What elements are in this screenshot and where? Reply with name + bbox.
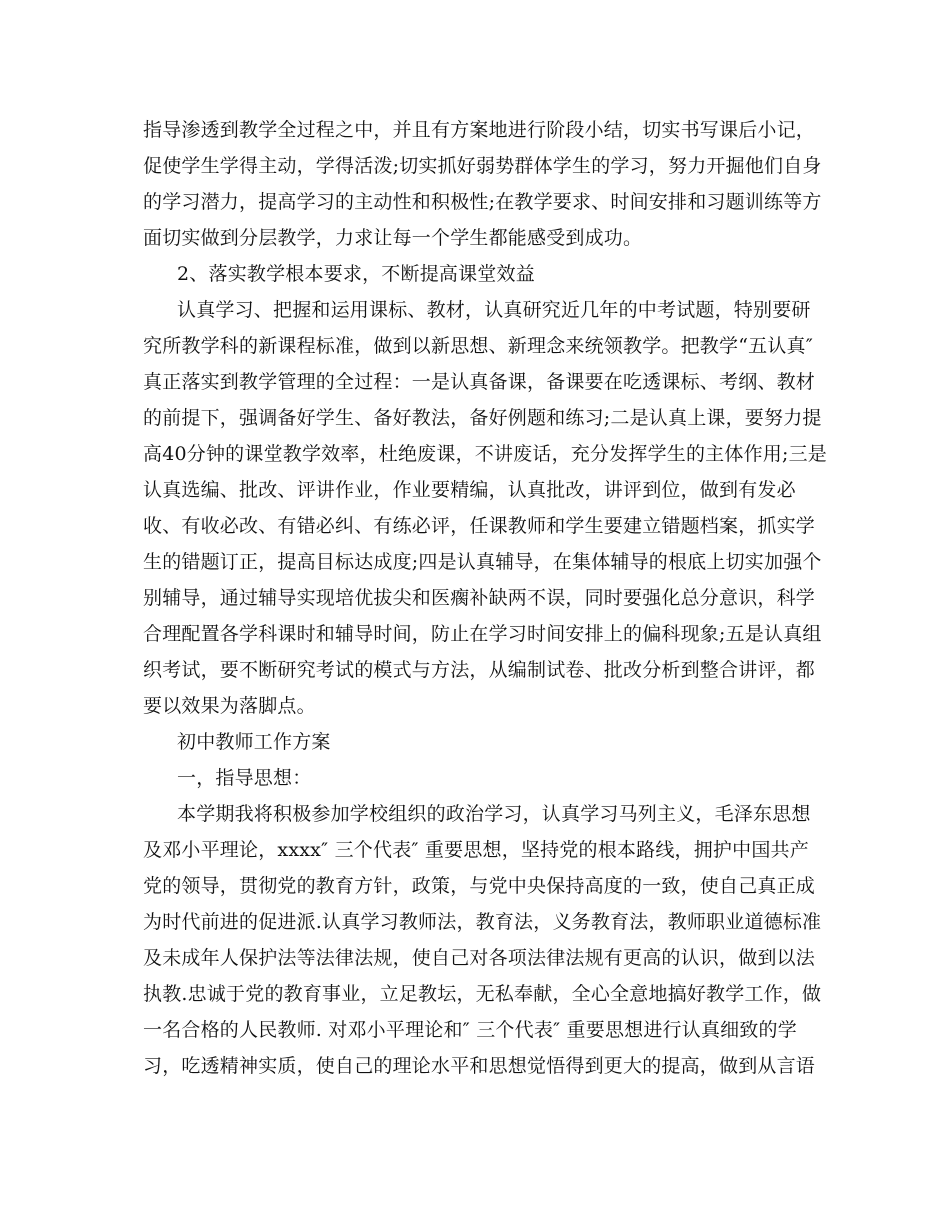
text-line: 及邓小平理论，xxxx″ 三个代表″ 重要思想，坚持党的根本路线，拥护中国共产 xyxy=(143,839,809,861)
text-line: 别辅导，通过辅导实现培优拔尖和医瘸补缺两不误，同时要强化总分意识，科学 xyxy=(143,587,816,609)
text-line: 织考试，要不断研究考试的模式与方法，从编制试卷、批改分析到整合讲评，都 xyxy=(143,659,816,681)
text-line: 生的错题订正，提高目标达成度;四是认真辅导，在集体辅导的根底上切实加强个 xyxy=(143,551,822,573)
text-line: 要以效果为落脚点。 xyxy=(143,695,316,717)
text-line: 本学期我将积极参加学校组织的政治学习，认真学习马列主义，毛泽东思想 xyxy=(177,803,811,825)
section-heading: 一，指导思想： xyxy=(177,767,312,789)
text-line: 执教.忠诚于党的教育事业，立足教坛，无私奉献，全心全意地搞好教学工作，做 xyxy=(143,983,822,1005)
section-heading: 2、落实教学根本要求，不断提高课堂效益 xyxy=(177,263,535,285)
text-line: 高40分钟的课堂教学效率，杜绝废课，不讲废话，充分发挥学生的主体作用;三是 xyxy=(143,443,827,465)
text-line: 认真学习、把握和运用课标、教材，认真研究近几年的中考试题，特别要研 xyxy=(177,299,811,321)
text-line: 及未成年人保护法等法律法规，使自己对各项法律法规有更高的认识，做到以法 xyxy=(143,947,816,969)
text-line: 的学习潜力，提高学习的主动性和积极性;在教学要求、时间安排和习题训练等方 xyxy=(143,191,822,213)
text-line: 指导渗透到教学全过程之中，并且有方案地进行阶段小结，切实书写课后小记， xyxy=(143,119,816,141)
text-line: 面切实做到分层教学，力求让每一个学生都能感受到成功。 xyxy=(143,227,643,249)
document-title: 初中教师工作方案 xyxy=(177,731,331,753)
text-line: 究所教学科的新课程标准，做到以新思想、新理念来统领教学。把教学“五认真″ xyxy=(143,335,814,357)
text-line: 收、有收必改、有错必纠、有练必评，任课教师和学生要建立错题档案，抓实学 xyxy=(143,515,816,537)
text-line: 的前提下，强调备好学生、备好教法，备好例题和练习;二是认真上课，要努力提 xyxy=(143,407,822,429)
text-line: 合理配置各学科课时和辅导时间，防止在学习时间安排上的偏科现象;五是认真组 xyxy=(143,623,822,645)
text-line: 认真选编、批改、评讲作业，作业要精编，认真批改，讲评到位，做到有发必 xyxy=(143,479,796,501)
text-line: 一名合格的人民教师. 对邓小平理论和″ 三个代表″ 重要思想进行认真细致的学 xyxy=(143,1019,797,1041)
text-line: 习，吃透精神实质，使自己的理论水平和思想觉悟得到更大的提高，做到从言语 xyxy=(143,1055,816,1077)
text-line: 党的领导，贯彻党的教育方针，政策，与党中央保持高度的一致，使自己真正成 xyxy=(143,875,816,897)
text-line: 为时代前进的促进派.认真学习教师法，教育法，义务教育法，教师职业道德标准 xyxy=(143,911,822,933)
text-line: 真正落实到教学管理的全过程：一是认真备课，备课要在吃透课标、考纲、教材 xyxy=(143,371,816,393)
text-line: 促使学生学得主动，学得活泼;切实抓好弱势群体学生的学习，努力开掘他们自身 xyxy=(143,155,822,177)
